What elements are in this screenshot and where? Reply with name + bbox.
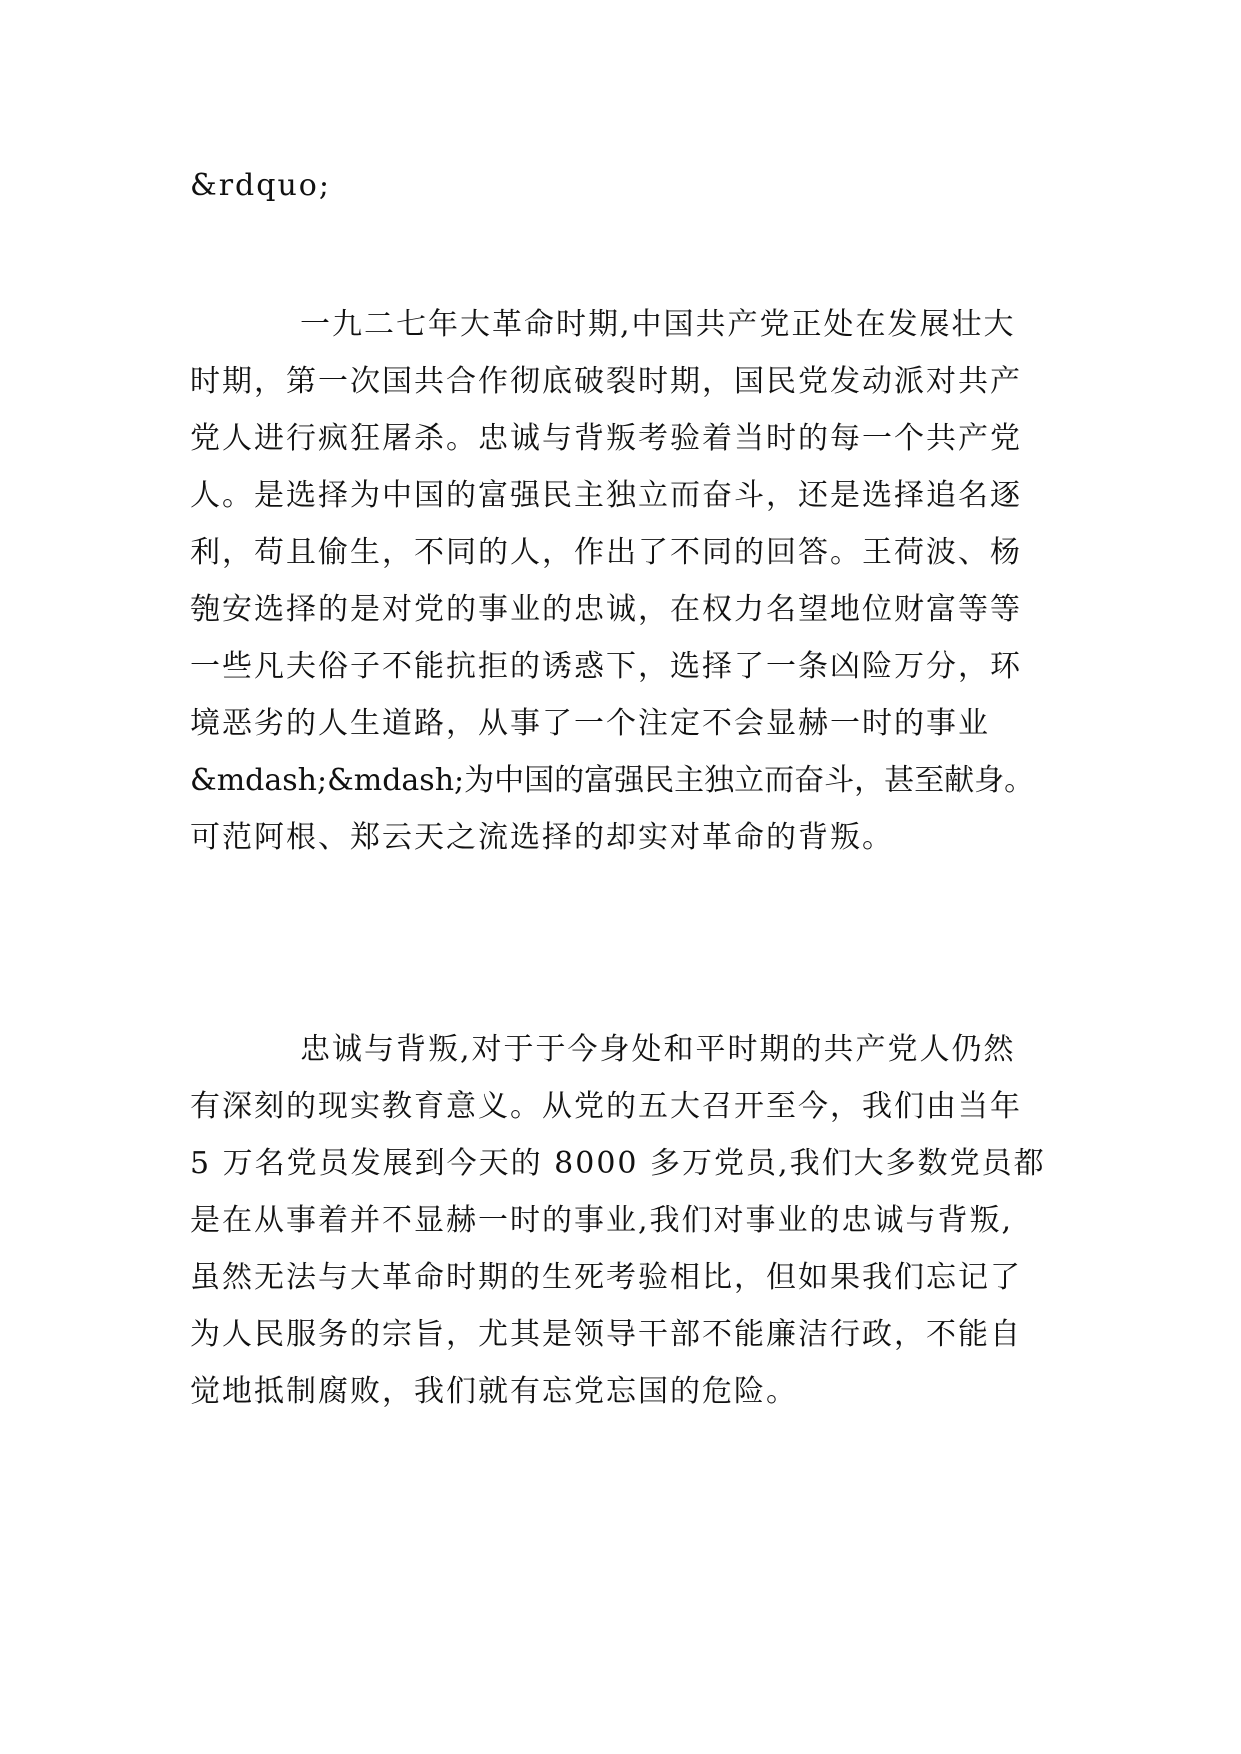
- paragraph-1-line: 利，苟且偷生，不同的人，作出了不同的回答。王荷波、杨: [190, 535, 1022, 570]
- opening-entity-text: &rdquo;: [190, 168, 331, 203]
- paragraph-1-line: &mdash;&mdash;为中国的富强民主独立而奋斗，甚至献身。: [190, 763, 1035, 798]
- paragraph-2-line: 是在从事着并不显赫一时的事业,我们对事业的忠诚与背叛,: [190, 1203, 1014, 1238]
- paragraph-1-line: 党人进行疯狂屠杀。忠诚与背叛考验着当时的每一个共产党: [190, 421, 1022, 456]
- paragraph-1-line: 匏安选择的是对党的事业的忠诚，在权力名望地位财富等等: [190, 592, 1022, 627]
- paragraph-1-line: 一些凡夫俗子不能抗拒的诱惑下，选择了一条凶险万分，环: [190, 649, 1022, 684]
- paragraph-1-line: 可范阿根、郑云天之流选择的却实对革命的背叛。: [190, 820, 894, 855]
- paragraph-1-line: 时期，第一次国共合作彻底破裂时期，国民党发动派对共产: [190, 364, 1022, 399]
- paragraph-2-line: 忠诚与背叛,对于于今身处和平时期的共产党人仍然: [300, 1032, 1016, 1067]
- paragraph-2-line: 为人民服务的宗旨，尤其是领导干部不能廉洁行政，不能自: [190, 1317, 1022, 1352]
- paragraph-2-line: 有深刻的现实教育意义。从党的五大召开至今，我们由当年: [190, 1089, 1022, 1124]
- paragraph-1-line: 一九二七年大革命时期,中国共产党正处在发展壮大: [300, 307, 1016, 342]
- paragraph-2-line: 虽然无法与大革命时期的生死考验相比，但如果我们忘记了: [190, 1260, 1022, 1295]
- paragraph-2-line: 觉地抵制腐败，我们就有忘党忘国的危险。: [190, 1374, 798, 1409]
- paragraph-1-line: 人。是选择为中国的富强民主独立而奋斗，还是选择追名逐: [190, 478, 1022, 513]
- paragraph-2-line: 5 万名党员发展到今天的 8000 多万党员,我们大多数党员都: [190, 1146, 1046, 1181]
- paragraph-1-line: 境恶劣的人生道路，从事了一个注定不会显赫一时的事业: [190, 706, 990, 741]
